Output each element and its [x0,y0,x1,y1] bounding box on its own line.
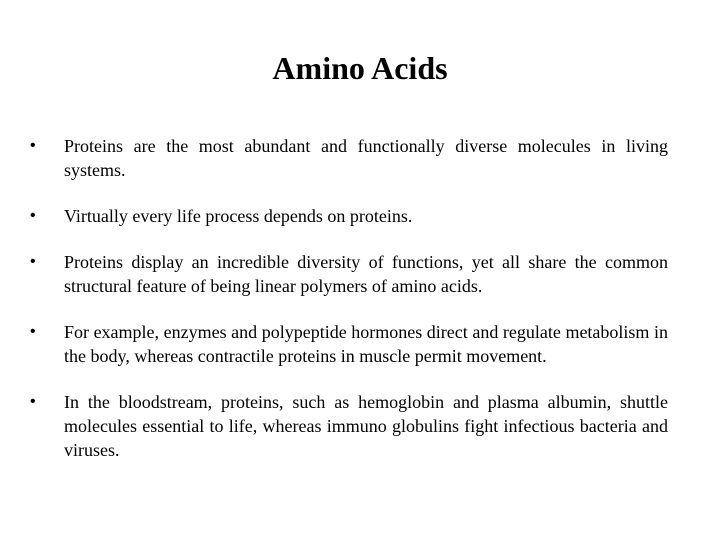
bullet-list [30,134,668,484]
bullet-text: Proteins display an incredible diversity of functions, yet all share the common structural feature of being linear polymers of amino acids. [64,252,668,296]
bullet-item [30,204,668,228]
bullet-dot-icon: • [30,137,36,154]
bullet-text: For example, enzymes and polypeptide hormones direct and regulate metabolism in the body, whereas contractile proteins in muscle permit movement. [64,322,668,366]
slide-title: Amino Acids [272,50,448,86]
bullet-text: Proteins are the most abundant and functionally diverse molecules in living systems. [64,136,668,180]
bullet-dot-icon: • [30,207,36,224]
bullet-text: In the bloodstream, proteins, such as hemoglobin and plasma albumin, shuttle molecules essential to life, whereas immuno globulins fight infectious bacteria and viruses. [64,392,668,460]
bullet-item [30,134,668,182]
bullet-text: Virtually every life process depends on proteins. [64,206,413,226]
bullet-item [30,390,668,462]
bullet-item [30,320,668,368]
bullet-item [30,250,668,298]
bullet-dot-icon: • [30,393,36,410]
bullet-dot-icon: • [30,323,36,340]
bullet-dot-icon: • [30,253,36,270]
